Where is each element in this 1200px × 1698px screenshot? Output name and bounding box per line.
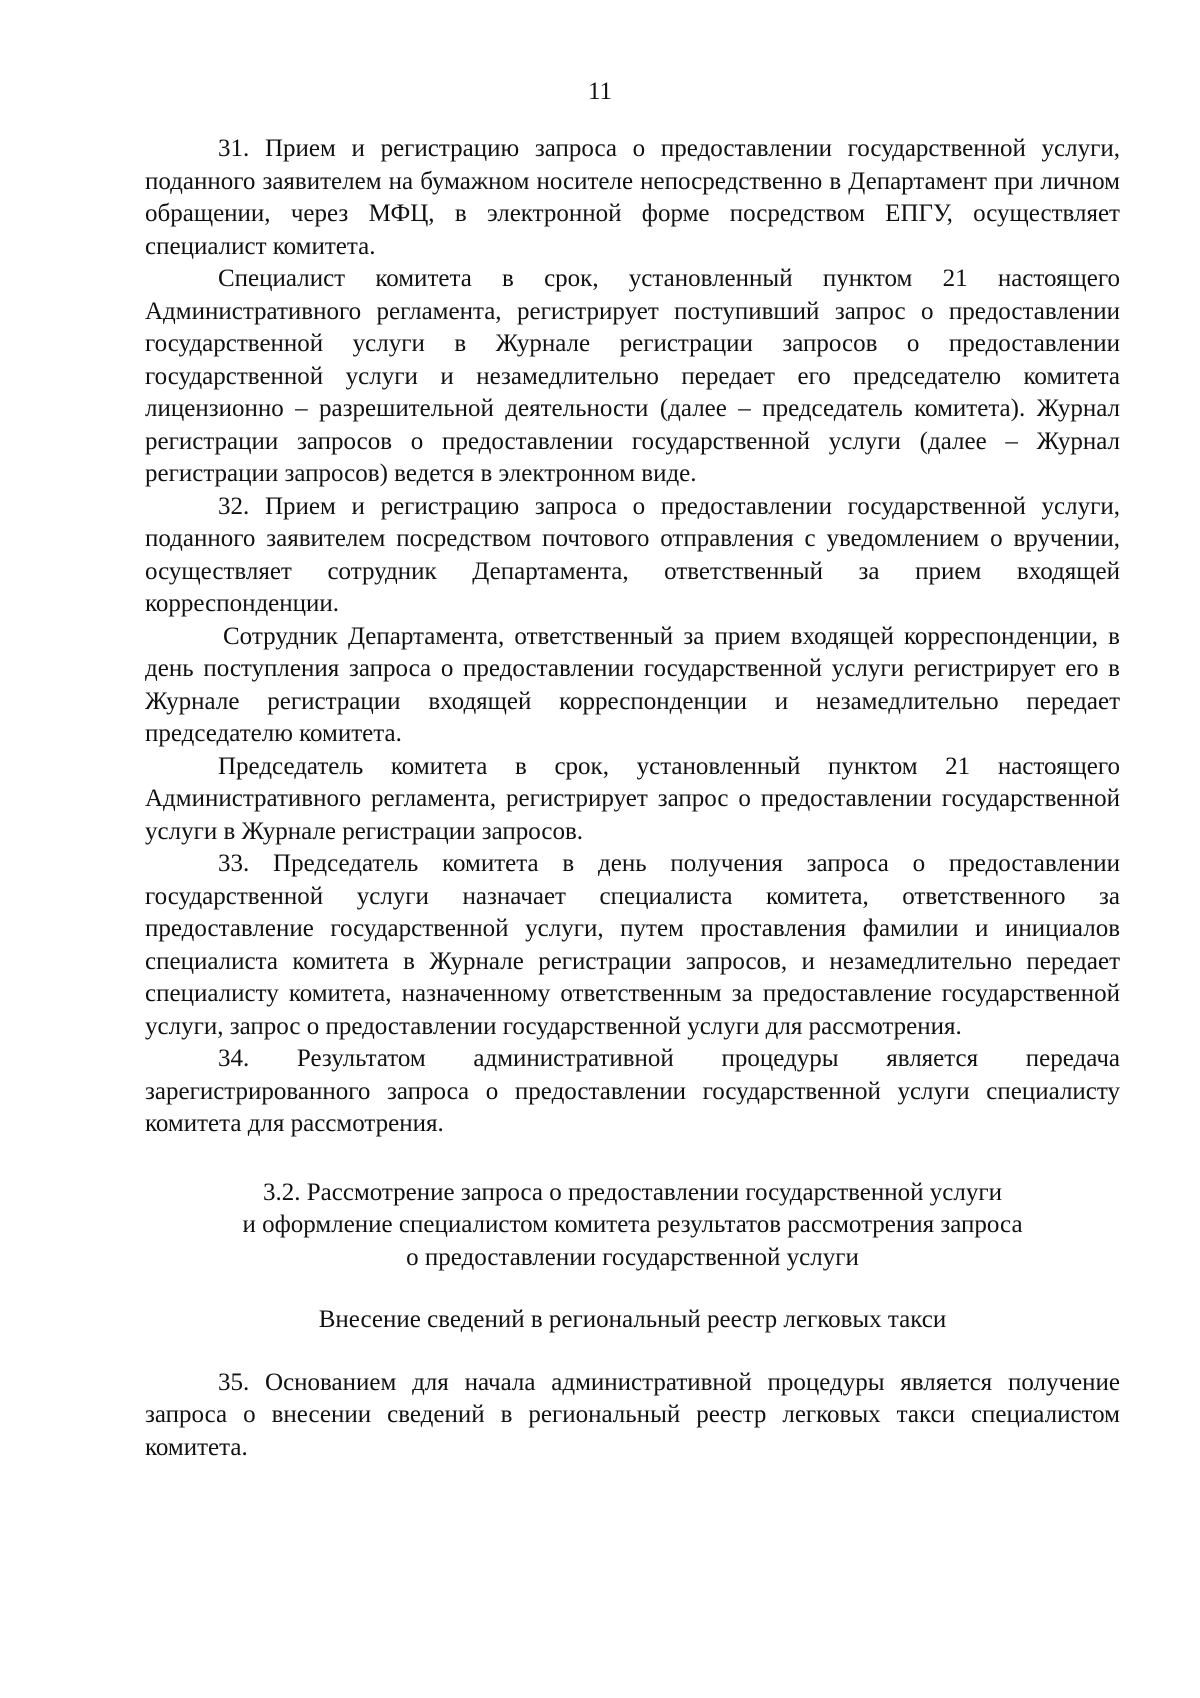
paragraph-32-employee: Сотрудник Департамента, ответственный за прием входящей корреспонденции, в день поступления запроса о предоставлении государственной услуги регистрирует его в Журнале регистрации входящей корреспонденции и незамедлительно передает председателю комитета.: [145, 622, 1120, 747]
paragraph-35: 35. Основанием для начала административной процедуры является получение запроса о внесении сведений в региональный реестр легковых такси специалистом комитета.: [145, 1368, 1120, 1461]
section-heading-line: и оформление специалистом комитета результатов рассмотрения запроса: [242, 1211, 1023, 1238]
paragraph-31: 31. Прием и регистрацию запроса о предоставлении государственной услуги, поданного заявителем на бумажном носителе непосредственно в Департамент при личном обращении, через МФЦ, в электронной форме посредством ЕПГУ, осуществляет специалист комитета.: [145, 135, 1120, 260]
paragraph-34: 34. Результатом административной процедуры является передача зарегистрированного запроса о предоставлении государственной услуги специалисту комитета для рассмотрения.: [145, 1045, 1120, 1137]
paragraph-32: 32. Прием и регистрацию запроса о предоставлении государственной услуги, поданного заявителем посредством почтового отправления с уведомлением о вручении, осуществляет сотрудник Департамента, ответственный за прием входящей корреспонденции.: [145, 492, 1120, 617]
section-heading-line: 3.2. Рассмотрение запроса о предоставлении государственной услуги: [263, 1178, 1002, 1206]
paragraph-33: 33. Председатель комитета в день получения запроса о предоставлении государственной услуги назначает специалиста комитета, ответственного за предоставление государственной услуги, путем проставления фамилии и инициалов специалиста комитета в Журнале регистрации запросов, и незамедлительно передает специалисту комитета, назначенному ответственным за предоставление государственной услуги, запрос о предоставлении государственной услуги для рассмотрения.: [145, 850, 1120, 1040]
section-heading-line: о предоставлении государственной услуги: [406, 1243, 859, 1271]
page-number: 11: [587, 78, 613, 105]
section-heading-3-2: [145, 1177, 1120, 1275]
document-body: [145, 133, 1120, 1464]
paragraph-32-chairman: Председатель комитета в срок, установленный пунктом 21 настоящего Административного регламента, регистрирует запрос о предоставлении государственной услуги в Журнале регистрации запросов.: [145, 752, 1120, 845]
subheading-taxi-registry: Внесение сведений в региональный реестр легковых такси: [318, 1306, 947, 1333]
paragraph-31-registration: Специалист комитета в срок, установленный пунктом 21 настоящего Административного регламента, регистрирует поступивший запрос о предоставлении государственной услуги в Журнале регистрации запросов о предоставлении государственной услуги и незамедлительно передает его председателю комитета лицензионно – разрешительной деятельности (далее – председатель комитета). Журнал регистрации запросов о предоставлении государственной услуги (далее – Журнал регистрации запросов) ведется в электронном виде.: [145, 265, 1120, 487]
